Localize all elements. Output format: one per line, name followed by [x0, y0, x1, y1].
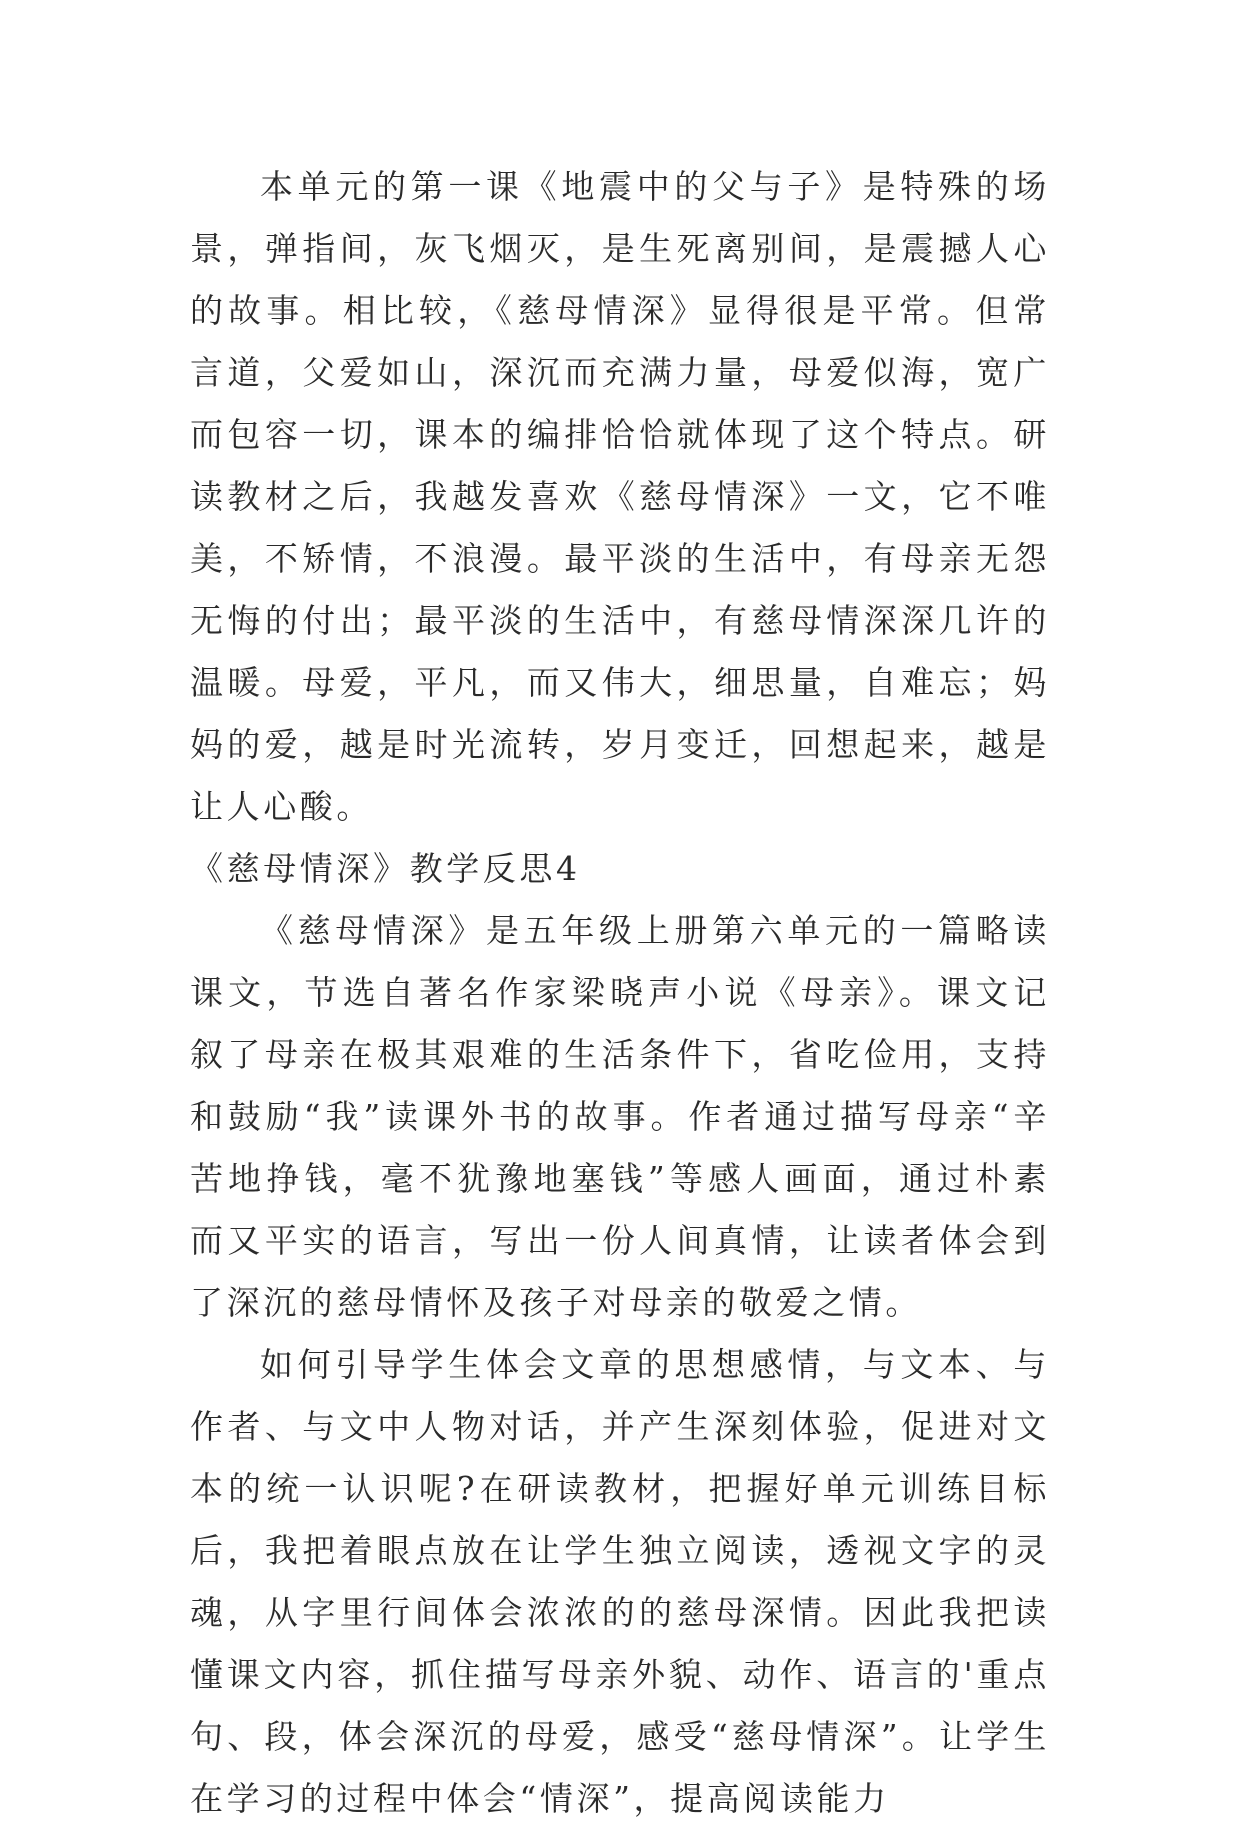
paragraph-2: 《慈母情深》是五年级上册第六单元的一篇略读课文，节选自著名作家梁晓声小说《母亲》。课文记叙了母亲在极其艰难的生活条件下，省吃俭用，支持和鼓励“我”读课外书的故事。作者通过描写母亲“辛苦地挣钱，毫不犹豫地塞钱”等感人画面，通过朴素而又平实的语言，写出一份人间真情，让读者体会到了深沉的慈母情怀及孩子对母亲的敬爱之情。: [190, 911, 1050, 1322]
document-body: [190, 156, 1050, 1830]
section-heading: 《慈母情深》教学反思4: [190, 849, 581, 888]
paragraph-1: 本单元的第一课《地震中的父与子》是特殊的场景，弹指间，灰飞烟灭，是生死离别间，是震撼人心的故事。相比较，《慈母情深》显得很是平常。但常言道，父爱如山，深沉而充满力量，母爱似海，宽广而包容一切，课本的编排恰恰就体现了这个特点。研读教材之后，我越发喜欢《慈母情深》一文，它不唯美，不矫情，不浪漫。最平淡的生活中，有母亲无怨无悔的付出；最平淡的生活中，有慈母情深深几许的温暖。母爱，平凡，而又伟大，细思量，自难忘；妈妈的爱，越是时光流转，岁月变迁，回想起来，越是让人心酸。: [190, 167, 1050, 826]
paragraph-3: 如何引导学生体会文章的思想感情，与文本、与作者、与文中人物对话，并产生深刻体验，促进对文本的统一认识呢?在研读教材，把握好单元训练目标后，我把着眼点放在让学生独立阅读，透视文字的灵魂，从字里行间体会浓浓的的慈母深情。因此我把读懂课文内容，抓住描写母亲外貌、动作、语言的'重点句、段，体会深沉的母爱，感受“慈母情深”。让学生在学习的过程中体会“情深”，提高阅读能力: [190, 1345, 1050, 1818]
